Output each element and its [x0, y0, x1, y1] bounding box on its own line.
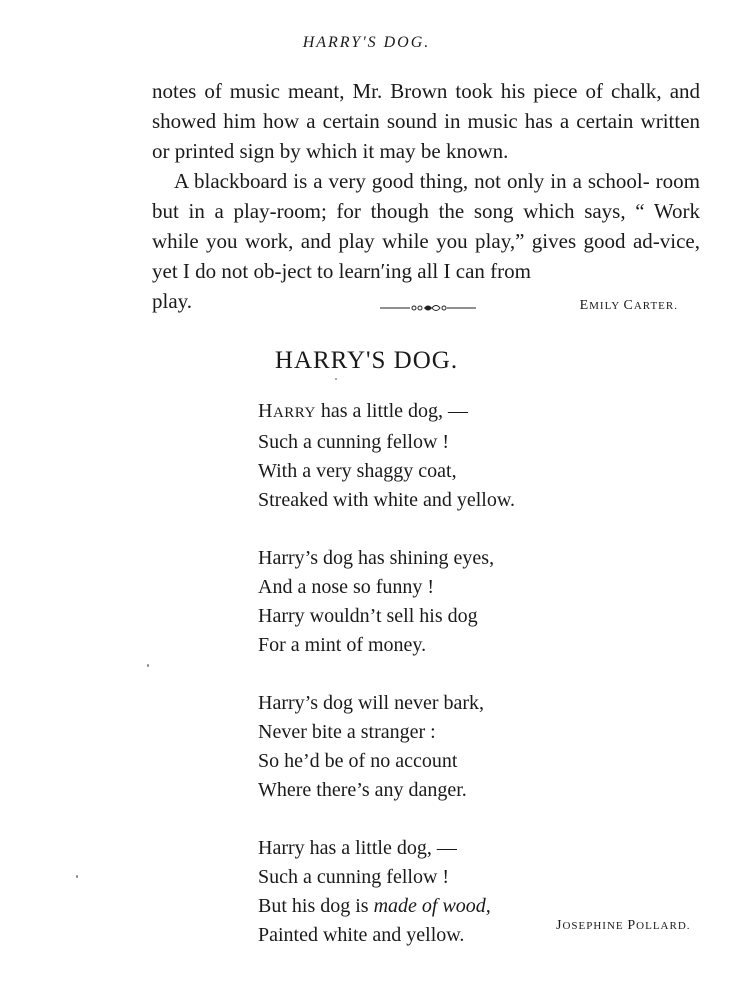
paragraph-2	[152, 166, 700, 286]
paragraph-1	[152, 76, 700, 166]
poem-line: So he’d be of no account	[258, 750, 458, 772]
paper-speck	[335, 378, 337, 380]
poem-line: Harry has a little dog, —	[258, 837, 457, 859]
stanza-4	[258, 834, 515, 950]
poem-line: Harry’s dog will never bark,	[258, 692, 485, 714]
prose-line: A blackboard is a very good thing, not only in a school-	[174, 169, 650, 193]
poem-line: HARRY has a little dog, —	[258, 400, 469, 422]
stanza-3	[258, 689, 515, 805]
poem-line: For a mint of money.	[258, 634, 427, 656]
section-divider-ornament	[380, 301, 476, 315]
poem	[258, 397, 515, 979]
stanza-1	[258, 397, 515, 515]
poem-line: Painted white and yellow.	[258, 924, 465, 946]
poem-line: And a nose so funny !	[258, 576, 435, 598]
prose-line: “ Work while you work, and play while you play,” gives	[152, 199, 701, 253]
paper-speck	[147, 664, 149, 667]
prose-text	[152, 76, 700, 316]
stanza-2	[258, 544, 515, 660]
poem-line: Where there’s any danger.	[258, 779, 467, 801]
prose-author-credit: EMILY CARTER.	[579, 298, 678, 313]
prose-line: written or printed sign by which it may be known.	[152, 109, 701, 163]
prose-line: notes of music meant, Mr. Brown took his piece of chalk,	[152, 79, 662, 103]
poem-author-credit: JOSEPHINE POLLARD.	[556, 918, 691, 933]
prose-line: play.	[152, 289, 193, 313]
poem-line: Never bite a stranger :	[258, 721, 436, 743]
poem-line: Such a cunning fellow !	[258, 866, 450, 888]
poem-line: Harry’s dog has shining eyes,	[258, 547, 495, 569]
poem-title: HARRY'S DOG.	[274, 347, 459, 374]
poem-line: Streaked with white and yellow.	[258, 489, 515, 511]
paper-speck	[76, 875, 78, 878]
prose-line: and showed him how a certain sound in music has a certain	[152, 79, 701, 133]
poem-line: With a very shaggy coat,	[258, 460, 457, 482]
prose-line: room but in a play-room; for though the song which says,	[152, 169, 700, 223]
poem-line: But his dog is made of wood,	[258, 895, 491, 917]
poem-line: Such a cunning fellow !	[258, 431, 450, 453]
prose-line: good ad-vice, yet I do not ob-ject to learn′ing all I can from	[152, 229, 700, 283]
running-head: HARRY'S DOG.	[302, 34, 431, 51]
poem-line: Harry wouldn’t sell his dog	[258, 605, 478, 627]
